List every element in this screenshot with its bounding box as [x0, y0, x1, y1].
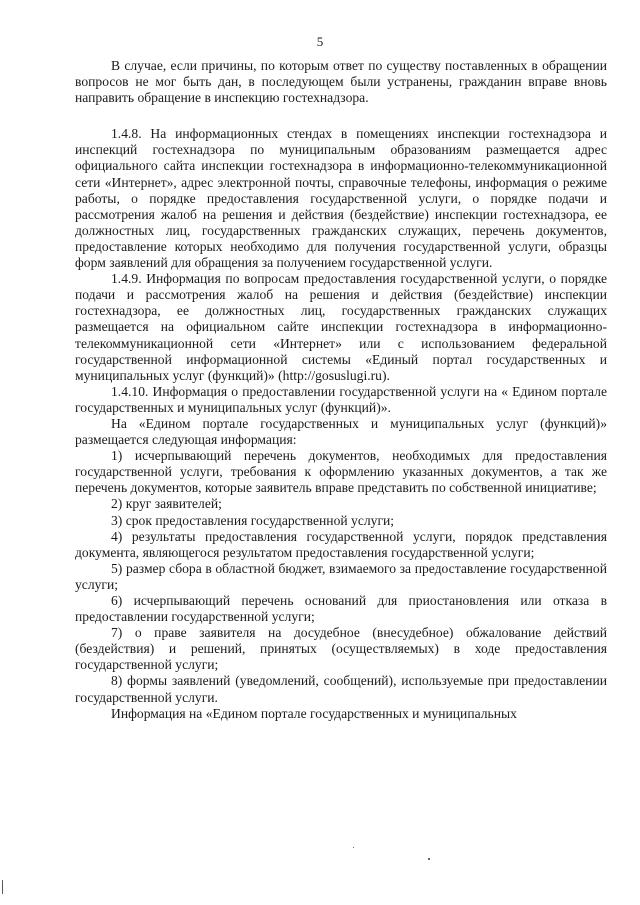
- list-item-1: 1) исчерпывающий перечень документов, необходимых для предоставления государственной услуги, требования к оформлению указанных документов, а так же перечень документов, которые заявитель вправе представить по собственной инициативе;: [75, 448, 607, 496]
- list-item-5: 5) размер сбора в областной бюджет, взимаемого за предоставление государственной услуги;: [75, 560, 607, 592]
- list-item-7: 7) о праве заявителя на досудебное (внесудебное) обжалование действий (бездействия) и решений, принятых (осуществляемых) в ходе предоставления государственной услуги;: [75, 625, 607, 673]
- list-item-8: 8) формы заявлений (уведомлений, сообщений), используемые при предоставлении государственной услуги.: [75, 673, 607, 705]
- paragraph-portal-info-intro: На «Едином портале государственных и муниципальных услуг (функций)» размещается следующая информация:: [75, 415, 607, 448]
- paragraph-continuation: Информация на «Едином портале государственных и муниципальных: [111, 705, 517, 721]
- list-item-4: 4) результаты предоставления государственной услуги, порядок представления документа, являющегося результатом предоставления государственной услуги;: [75, 528, 607, 560]
- list-item-2: 2) круг заявителей;: [111, 496, 222, 512]
- scan-speck: [428, 858, 430, 860]
- list-item-3: 3) срок предоставления государственной услуги;: [111, 512, 395, 528]
- scan-speck: [353, 847, 354, 848]
- document-body: [75, 58, 607, 722]
- paragraph-appeal-resubmission: В случае, если причины, по которым ответ по существу поставленных в обращении вопросов не мог быть дан, в последующем были устранены, гражданин вправе вновь направить обращение в инспекцию гостехнадзора.: [75, 58, 607, 106]
- paragraph-1-4-8: 1.4.8. На информационных стендах в помещениях инспекции гостехнадзора и инспекций гостехнадзора по муниципальным образованиям размещается адрес официального сайта инспекции гостехнадзора в информационно-телекоммуникационной сети «Интернет», адрес электронной почты, справочные телефоны, информация о режиме работы, о порядке предоставления государственной услуги, о порядке подачи и рассмотрения жалоб на решения и действия (бездействие) инспекции гостехнадзора, ее должностных лиц, государственных гражданских служащих, перечень документов, предоставление которых необходимо для получения государственной услуги, образцы форм заявлений для обращения за получением государственной услуги.: [75, 126, 607, 271]
- list-item-6: 6) исчерпывающий перечень оснований для приостановления или отказа в предоставлении государственной услуги;: [75, 593, 607, 625]
- paragraph-1-4-9: 1.4.9. Информация по вопросам предоставления государственной услуги, о порядке подачи и рассмотрения жалоб на решения и действия (бездействие) инспекции гостехнадзора, ее должностных лиц, государственных гражданских служащих размещается на официальном сайте инспекции гостехнадзора в информационно-телекоммуникационной сети «Интернет» или с использованием федеральной государственной информационной системы «Единый портал государственных и муниципальных услуг (функций)» (http://gosuslugi.ru).: [75, 271, 607, 383]
- scan-speck: [2, 880, 3, 894]
- page-number: 5: [316, 34, 324, 49]
- paragraph-1-4-10: 1.4.10. Информация о предоставлении государственной услуги на « Едином портале государственных и муниципальных услуг (функций)».: [75, 383, 607, 415]
- paragraph-gap: [75, 106, 607, 126]
